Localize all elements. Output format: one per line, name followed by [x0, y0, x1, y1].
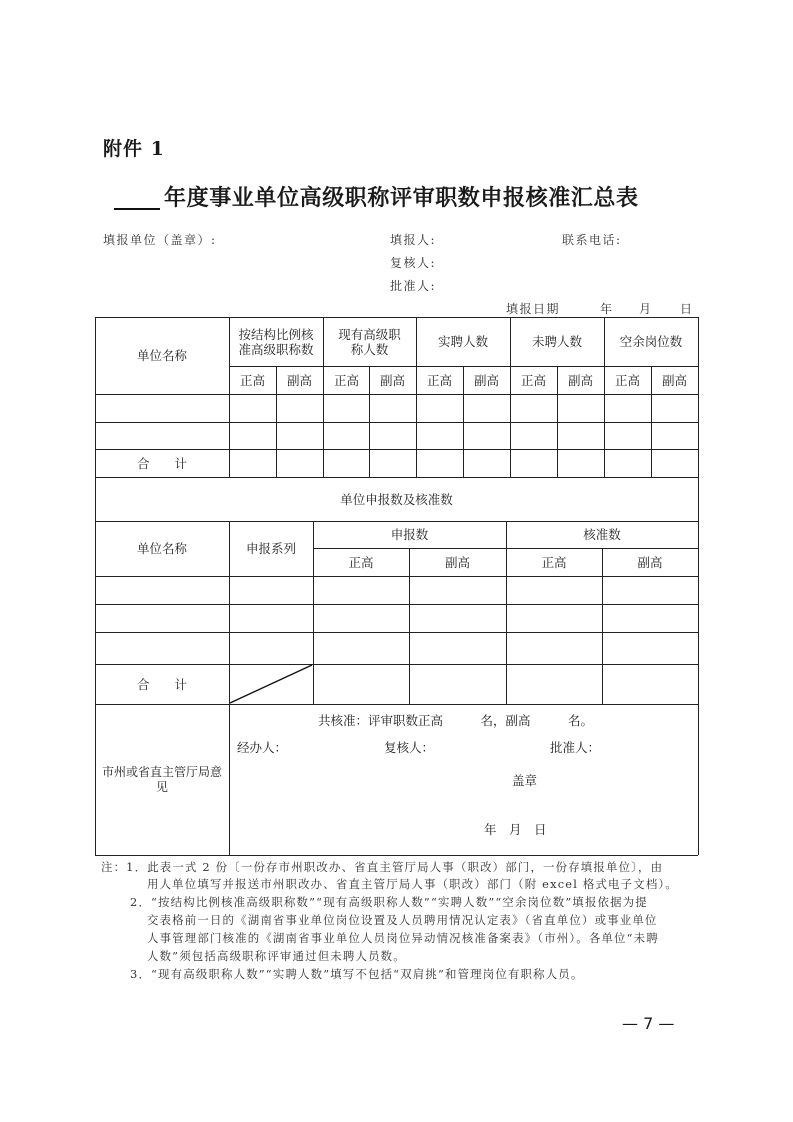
- t1-value-input[interactable]: [416, 422, 463, 450]
- date-label: 填报日期: [506, 302, 561, 316]
- t1-value-input[interactable]: [369, 422, 416, 450]
- t1-group-header: 按结构比例核准高级职称数: [238, 326, 314, 357]
- approver-label: 批准人:: [390, 279, 437, 293]
- t2-series-header: 申报系列: [245, 541, 296, 556]
- t1-value-input[interactable]: [651, 394, 698, 422]
- t1-group-header: 实聘人数: [437, 334, 488, 349]
- t2-total-label: 合 计: [136, 676, 187, 692]
- note-line: 交表格前一日的《湖南省事业单位岗位设置及人员聘用情况认定表》（省直单位）或事业单位: [147, 913, 658, 927]
- t1-group-header: 未聘人数: [531, 334, 582, 349]
- note-line: 人数”须包括高级职称评审通过但未聘人员数。: [147, 949, 406, 963]
- t1-sub-header: 正高: [426, 372, 452, 388]
- t1-group-header: 现有高级职称人数: [338, 326, 401, 357]
- t2-declared-header: 申报数: [390, 527, 429, 542]
- t1-sub-header: 副高: [661, 372, 687, 388]
- t1-sub-header: 正高: [333, 372, 359, 388]
- t1-sub-header: 正高: [239, 372, 265, 388]
- t1-value-input[interactable]: [557, 394, 604, 422]
- opinion-approver-label: 批准人：: [550, 740, 601, 755]
- t1-group-header: 空余岗位数: [619, 334, 683, 349]
- t1-sub-header: 副高: [286, 372, 312, 388]
- diagonal-slash: [229, 664, 313, 704]
- t2-sub-header: 副高: [444, 554, 470, 570]
- t1-total-label: 合 计: [136, 455, 187, 471]
- t1-value-input[interactable]: [463, 422, 510, 450]
- t1-value-input[interactable]: [323, 394, 370, 422]
- t1-value-input[interactable]: [604, 394, 651, 422]
- year-blank-line[interactable]: [114, 208, 160, 210]
- grid-line: [95, 604, 698, 605]
- t1-sub-header: 正高: [520, 372, 546, 388]
- t1-value-input[interactable]: [323, 422, 370, 450]
- t2-sub-header: 正高: [541, 554, 567, 570]
- t2-unit-name-header: 单位名称: [136, 541, 187, 556]
- t1-value-input[interactable]: [463, 449, 510, 477]
- reviewer-label: 复核人:: [390, 256, 437, 270]
- opinion-label: 市州或省直主管厅局意见: [101, 764, 222, 794]
- t2-approved-header: 核准数: [583, 527, 621, 542]
- t1-value-input[interactable]: [369, 449, 416, 477]
- t1-value-input[interactable]: [463, 394, 510, 422]
- date-month: 月: [639, 302, 653, 316]
- t1-unit-name-input[interactable]: [95, 422, 229, 450]
- t1-value-input[interactable]: [229, 394, 276, 422]
- t1-value-input[interactable]: [651, 449, 698, 477]
- t1-value-input[interactable]: [557, 449, 604, 477]
- t1-unit-name-header: 单位名称: [136, 348, 187, 363]
- t1-value-input[interactable]: [276, 449, 323, 477]
- t1-sub-header: 副高: [567, 372, 593, 388]
- t1-value-input[interactable]: [276, 422, 323, 450]
- t2-sub-header: 正高: [348, 554, 374, 570]
- t1-value-input[interactable]: [369, 394, 416, 422]
- document-title: 年度事业单位高级职称评审职数申报核准汇总表: [164, 185, 639, 211]
- note-line: 注：1．此表一式 2 份〔一份存市州职改办、省直主管厅局人事（职改）部门，一份存填报单位〕，由: [101, 860, 664, 874]
- t1-value-input[interactable]: [229, 422, 276, 450]
- grid-line: [95, 855, 698, 856]
- date-day: 日: [680, 302, 694, 316]
- note-line: 2．“按结构比例核准高级职称数”“现有高级职称人数”“实聘人数”“空余岗位数”填报依据为提: [130, 895, 648, 909]
- t1-value-input[interactable]: [510, 422, 557, 450]
- t1-value-input[interactable]: [557, 422, 604, 450]
- handler-label: 经办人：: [237, 740, 288, 755]
- t1-value-input[interactable]: [416, 449, 463, 477]
- note-line: 人事管理部门核准的《湖南省事业单位人员岗位异动情况核准备案表》（市州）。各单位“未聘: [147, 931, 659, 945]
- t1-unit-name-input[interactable]: [95, 394, 229, 422]
- t1-value-input[interactable]: [510, 394, 557, 422]
- filler-label: 填报人:: [390, 233, 437, 247]
- t1-sub-header: 副高: [473, 372, 499, 388]
- grid-line: [95, 632, 698, 633]
- opinion-date: 年 月 日: [484, 822, 547, 837]
- t1-value-input[interactable]: [651, 422, 698, 450]
- date-year: 年: [600, 302, 614, 316]
- seal-label: 盖章: [512, 773, 538, 788]
- t2-sub-header: 副高: [637, 554, 663, 570]
- t1-value-input[interactable]: [510, 449, 557, 477]
- t1-value-input[interactable]: [604, 422, 651, 450]
- grid-line: [95, 576, 698, 577]
- page-number: — 7 —: [622, 1014, 675, 1033]
- note-line: 用人单位填写并报送市州职改办、省直主管厅局人事（职改）部门（附 excel 格式电子文档）。: [147, 877, 678, 891]
- t1-sub-header: 正高: [614, 372, 640, 388]
- note-line: 3．“现有高级职称人数”“实聘人数”填写不包括“双肩挑”和管理岗位有职称人员。: [130, 967, 584, 981]
- t1-value-input[interactable]: [229, 449, 276, 477]
- grid-line: [698, 317, 699, 855]
- t1-sub-header: 副高: [379, 372, 405, 388]
- attachment-label: 附件 1: [103, 138, 165, 160]
- t1-value-input[interactable]: [604, 449, 651, 477]
- unit-label: 填报单位（盖章）:: [103, 233, 217, 247]
- t1-value-input[interactable]: [276, 394, 323, 422]
- t1-value-input[interactable]: [323, 449, 370, 477]
- opinion-reviewer-label: 复核人：: [384, 740, 435, 755]
- phone-label: 联系电话:: [562, 233, 622, 247]
- t1-value-input[interactable]: [416, 394, 463, 422]
- approved-summary: 共核准：评审职数正高 名，副高 名。: [318, 713, 594, 728]
- t2-banner: 单位申报数及核准数: [340, 491, 453, 507]
